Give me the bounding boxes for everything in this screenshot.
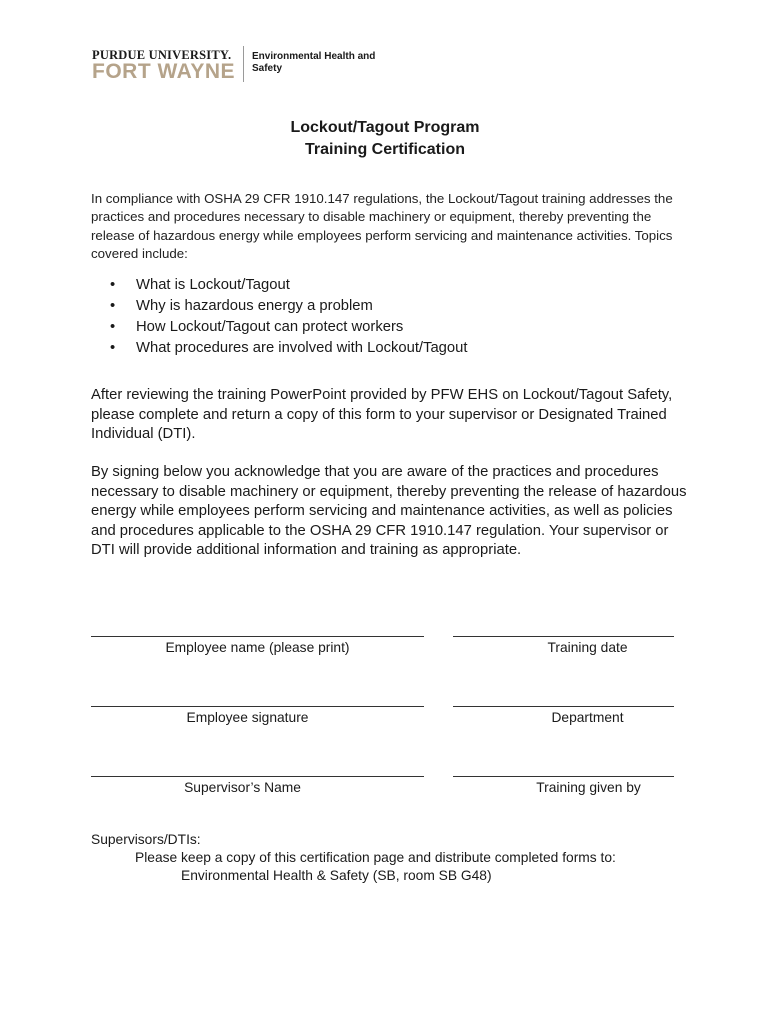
supervisor-name-label: Supervisor’s Name [184, 780, 301, 795]
document-title: Lockout/Tagout Program [290, 119, 480, 136]
footer-address: Environmental Health & Safety (SB, room SB G48) [181, 868, 492, 883]
footer-heading: Supervisors/DTIs: [91, 832, 201, 847]
footer-instruction: Please keep a copy of this certification page and distribute completed forms to: [135, 850, 616, 865]
topic-text: How Lockout/Tagout can protect workers [136, 319, 404, 335]
training-given-by-line[interactable] [453, 776, 674, 777]
list-item [108, 296, 668, 317]
employee-signature-label: Employee signature [186, 710, 309, 725]
training-date-label: Training date [547, 640, 628, 655]
intro-paragraph: In compliance with OSHA 29 CFR 1910.147 regulations, the Lockout/Tagout training addresses the practices and procedures necessary to disable machinery or equipment, thereby preventing the release of hazardous energy while employees perform servicing and maintenance activities. Topics covered include: [91, 191, 673, 261]
supervisor-name-line[interactable] [91, 776, 424, 777]
topics-list [108, 275, 668, 359]
logo-department-name: Environmental Health and Safety [252, 51, 376, 74]
training-given-by-label: Training given by [536, 780, 641, 795]
employee-signature-line[interactable] [91, 706, 424, 707]
bullet-icon: • [110, 277, 116, 293]
topic-text: What procedures are involved with Lockout/Tagout [136, 340, 468, 356]
logo-campus-name: FORT WAYNE [92, 60, 236, 83]
employee-name-line[interactable] [91, 636, 424, 637]
instructions-paragraph: After reviewing the training PowerPoint provided by PFW EHS on Lockout/Tagout Safety, please complete and return a copy of this form to your supervisor or Designated Trained Individual (DTI). [91, 387, 673, 442]
bullet-icon: • [110, 298, 116, 314]
document-subtitle: Training Certification [304, 141, 465, 158]
department-line[interactable] [453, 706, 674, 707]
training-date-line[interactable] [453, 636, 674, 637]
list-item [108, 338, 668, 359]
list-item [108, 275, 668, 296]
logo-university-name: PURDUE UNIVERSITY. [92, 48, 232, 62]
department-label: Department [551, 710, 624, 725]
bullet-icon: • [110, 340, 116, 356]
acknowledgement-paragraph: By signing below you acknowledge that you are aware of the practices and procedures necessary to disable machinery or equipment, thereby preventing the release of hazardous energy while employees perform servicing and maintenance activities, as well as policies and procedures applicable to the OSHA 29 CFR 1910.147 regulation. Your supervisor or DTI will provide additional information and training as appropriate. [91, 464, 687, 558]
topic-text: What is Lockout/Tagout [136, 277, 290, 293]
list-item [108, 317, 668, 338]
topic-text: Why is hazardous energy a problem [136, 298, 373, 314]
logo-divider [243, 46, 244, 82]
bullet-icon: • [110, 319, 116, 335]
employee-name-label: Employee name (please print) [165, 640, 350, 655]
